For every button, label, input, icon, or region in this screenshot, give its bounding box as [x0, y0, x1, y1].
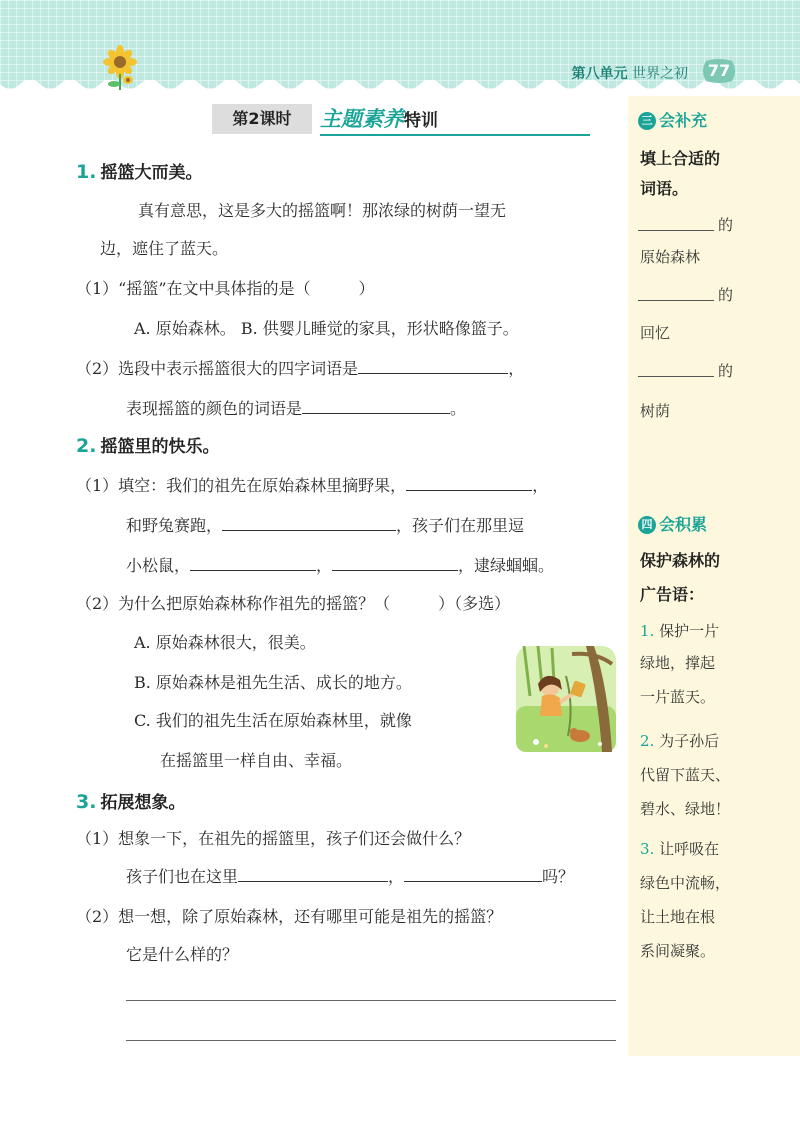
lesson-heading [320, 104, 438, 136]
slogan-1-text: 保护一片 [659, 622, 720, 640]
question-1-2-text-b: 表现摇篮的颜色的词语是 [126, 399, 303, 418]
answer-blank[interactable] [222, 516, 396, 531]
box-2-instruction-1: 保护森林的 [640, 551, 721, 570]
sidebar-blank-3[interactable] [638, 376, 714, 377]
title-underline [320, 134, 590, 136]
slogan-1-line-1 [640, 620, 719, 641]
slogan-3-line-1 [640, 838, 719, 859]
answer-line-1[interactable] [126, 1000, 616, 1001]
badge-icon: 三 [638, 112, 656, 130]
section-2-title: 摇篮里的快乐。 [100, 437, 220, 457]
question-2-1-text-d: 小松鼠， [126, 556, 191, 575]
slogan-3-text: 让呼吸在 [659, 840, 720, 858]
section-1-heading [76, 158, 202, 183]
word-2: 回忆 [640, 324, 671, 342]
forest-girl-illustration [516, 646, 616, 752]
question-1-2-text: （2）选段中表示摇篮很大的四字词语是 [76, 359, 359, 378]
slogan-2-line-1 [640, 730, 719, 751]
answer-blank[interactable] [302, 399, 450, 414]
question-3-1-line-2 [126, 864, 574, 887]
de-particle-2: 的 [718, 286, 734, 304]
box-1-instruction-1: 填上合适的 [640, 149, 721, 168]
question-2-1-text-b: 和野兔赛跑， [126, 516, 223, 535]
question-1-2-line-2 [126, 396, 466, 419]
unit-title: 世界之初 [632, 66, 688, 82]
section-3-title: 拓展想象。 [100, 793, 186, 813]
option-c-line-2: 在摇篮里一样自由、幸福。 [160, 751, 353, 770]
question-3-1-end: 吗？ [542, 867, 575, 886]
option-b: B. 原始森林是祖先生活、成长的地方。 [134, 673, 412, 692]
question-1-1-options: A. 原始森林。 B. 供婴儿睡觉的家具，形状略像篮子。 [134, 319, 519, 338]
punct: 。 [450, 399, 467, 418]
question-2-2: （2）为什么把原始森林称作祖先的摇篮？（ ）（多选） [76, 594, 511, 613]
section-1-title: 摇篮大而美。 [100, 163, 203, 183]
sidebar-box-1-title [638, 108, 707, 131]
slogan-2-line-2: 代留下蓝天、 [640, 766, 731, 784]
slogan-2-line-3: 碧水、绿地！ [640, 800, 731, 818]
question-3-1: （1）想象一下，在祖先的摇篮里，孩子们还会做什么？ [76, 829, 471, 848]
slogan-2-number: 2. [640, 732, 655, 750]
question-2-1-text-c: ，孩子们在那里逗 [396, 516, 525, 535]
question-1-2-line-1 [76, 356, 524, 379]
lesson-title-rest: 特训 [404, 111, 438, 131]
box-1-instruction-2: 词语。 [640, 179, 689, 198]
punct: ， [388, 867, 405, 886]
slogan-3-line-4: 系间凝聚。 [640, 942, 716, 960]
lesson-title-highlight: 主题素养 [320, 107, 404, 131]
slogan-3-line-3: 让土地在根 [640, 908, 716, 926]
question-1-1: （1）“摇篮”在文中具体指的是（ ） [76, 279, 375, 298]
slogan-2-text: 为子孙后 [659, 732, 720, 750]
question-2-1-line-2 [126, 513, 524, 536]
question-2-1-text: （1）填空：我们的祖先在原始森林里摘野果， [76, 476, 407, 495]
answer-blank[interactable] [404, 867, 542, 882]
box-2-instruction-2: 广告语： [640, 585, 705, 604]
option-c-line-1: C. 我们的祖先生活在原始森林里，就像 [134, 711, 412, 730]
section-2-heading [76, 432, 219, 457]
question-2-1-line-1 [76, 473, 548, 496]
passage-line-1: 真有意思，这是多大的摇篮啊！那浓绿的树荫一望无 [138, 201, 507, 220]
section-1-number: 1. [76, 161, 97, 183]
slogan-1-line-2: 绿地，撑起 [640, 654, 716, 672]
slogan-3-line-2: 绿色中流畅， [640, 874, 731, 892]
section-3-number: 3. [76, 791, 97, 813]
section-3-heading [76, 788, 185, 813]
sidebar-box-2-title [638, 512, 707, 535]
option-a: A. 原始森林很大，很美。 [134, 633, 316, 652]
lesson-tag: 第2课时 [212, 104, 312, 134]
sunflower-icon [98, 44, 142, 90]
question-2-1-text-e: ，逮绿蝈蝈。 [458, 556, 555, 575]
de-particle-1: 的 [718, 216, 734, 234]
passage-line-2: 边，遮住了蓝天。 [100, 239, 229, 258]
answer-blank[interactable] [332, 556, 458, 571]
sidebar-blank-2[interactable] [638, 300, 714, 301]
punct: ， [532, 476, 549, 495]
unit-heading [572, 63, 688, 83]
answer-line-2[interactable] [126, 1040, 616, 1041]
question-3-1-text: 孩子们也在这里 [126, 867, 239, 886]
word-1: 原始森林 [640, 248, 701, 266]
word-3: 树荫 [640, 402, 671, 420]
slogan-1-number: 1. [640, 622, 655, 640]
answer-blank[interactable] [190, 556, 316, 571]
question-2-1-line-3 [126, 553, 554, 576]
punct: ， [508, 359, 525, 378]
answer-blank[interactable] [358, 359, 508, 374]
page-number: 77 [707, 61, 731, 80]
answer-blank[interactable] [238, 867, 388, 882]
question-3-2-line-2: 它是什么样的？ [126, 945, 239, 964]
question-3-2: （2）想一想，除了原始森林，还有哪里可能是祖先的摇篮？ [76, 907, 503, 926]
unit-label: 第八单元 [571, 66, 628, 82]
section-2-number: 2. [76, 435, 97, 457]
slogan-1-line-3: 一片蓝天。 [640, 688, 716, 706]
slogan-3-number: 3. [640, 840, 655, 858]
sidebar-blank-1[interactable] [638, 230, 714, 231]
page-number-badge [702, 59, 736, 83]
punct: ， [316, 556, 333, 575]
answer-blank[interactable] [406, 476, 532, 491]
box-1-title-text: 会补充 [659, 111, 708, 130]
box-2-title-text: 会积累 [659, 515, 708, 534]
badge-icon: 四 [638, 516, 656, 534]
de-particle-3: 的 [718, 362, 734, 380]
